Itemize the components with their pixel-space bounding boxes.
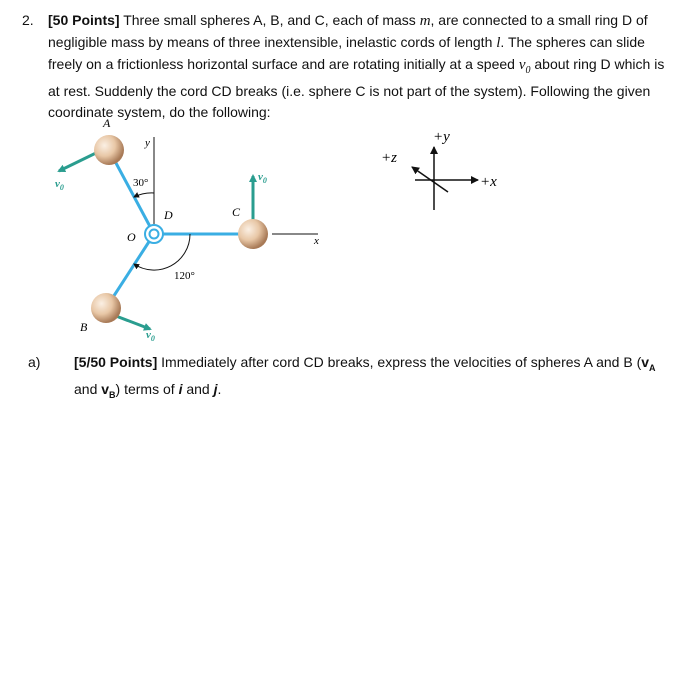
ring-D-outer [145, 225, 163, 243]
velocity-arrow-B [116, 316, 150, 329]
part-a-end: . [217, 380, 222, 397]
coord-plus-z: +z [381, 150, 397, 166]
label-angle-120: 120° [174, 270, 195, 282]
velocity-arrow-A [59, 152, 98, 171]
coordinate-system [381, 129, 497, 210]
vB-symbol: v [101, 380, 110, 397]
unit-vector-j: j [213, 380, 218, 397]
part-a-body [74, 352, 682, 406]
label-v0-C: $v_0$ [258, 171, 267, 185]
part-a-points: [5/50 Points] [74, 354, 158, 370]
vA-sub: A [649, 362, 656, 373]
sphere-C [238, 219, 268, 249]
problem-line5: coordinate system, do the following: [48, 103, 271, 120]
vB-sub: B [109, 389, 116, 400]
problem-line1: Three small spheres A, B, and C, each of mass [123, 12, 416, 28]
mass-symbol: m [419, 13, 431, 29]
label-C: C [232, 205, 241, 219]
problem-line4: at rest. Suddenly the cord CD breaks (i.e. sphere C is not part of the system). Following the given [48, 82, 651, 99]
speed-symbol: v [518, 57, 526, 73]
problem-line2b: . The spheres can slide [500, 34, 645, 50]
problem-line1b: , are connected to a small ring D of [430, 12, 648, 28]
length-symbol: l [496, 35, 501, 51]
part-a [22, 352, 682, 406]
part-a-text3: and [186, 380, 210, 397]
label-B: B [80, 320, 88, 334]
part-a-and: and [74, 380, 98, 397]
sphere-A [94, 135, 124, 165]
problem-points: [50 Points] [48, 12, 120, 28]
angle-30-arc [134, 193, 154, 197]
label-O: O [127, 230, 136, 244]
problem-line3a: freely on a frictionless horizontal surface and are rotating initially at a speed [48, 56, 515, 72]
label-angle-30: 30° [133, 177, 149, 189]
part-a-text2: ) terms of [115, 380, 175, 397]
speed-sub: 0 [525, 64, 531, 76]
part-a-label: a) [28, 354, 41, 370]
vA-symbol: v [641, 354, 650, 370]
problem-line3b: about ring D which is [534, 56, 665, 72]
label-D: D [164, 208, 173, 222]
sphere-B [91, 293, 121, 323]
coord-plus-y: +y [433, 129, 450, 145]
part-a-text1: Immediately after cord CD breaks, express the velocities of spheres A and B ( [161, 354, 642, 370]
problem-line2a: negligible mass by means of three inextensible, inelastic cords of length [48, 34, 493, 50]
unit-vector-i: i [178, 380, 183, 397]
label-x: x [314, 235, 319, 247]
label-y: y [145, 137, 150, 149]
coord-plus-x: +x [480, 174, 497, 190]
problem-number: 2. [22, 12, 34, 28]
label-v0-A: $v_0$ [55, 178, 64, 192]
label-A: A [103, 116, 111, 130]
label-v0-B: $v_0$ [146, 329, 155, 343]
